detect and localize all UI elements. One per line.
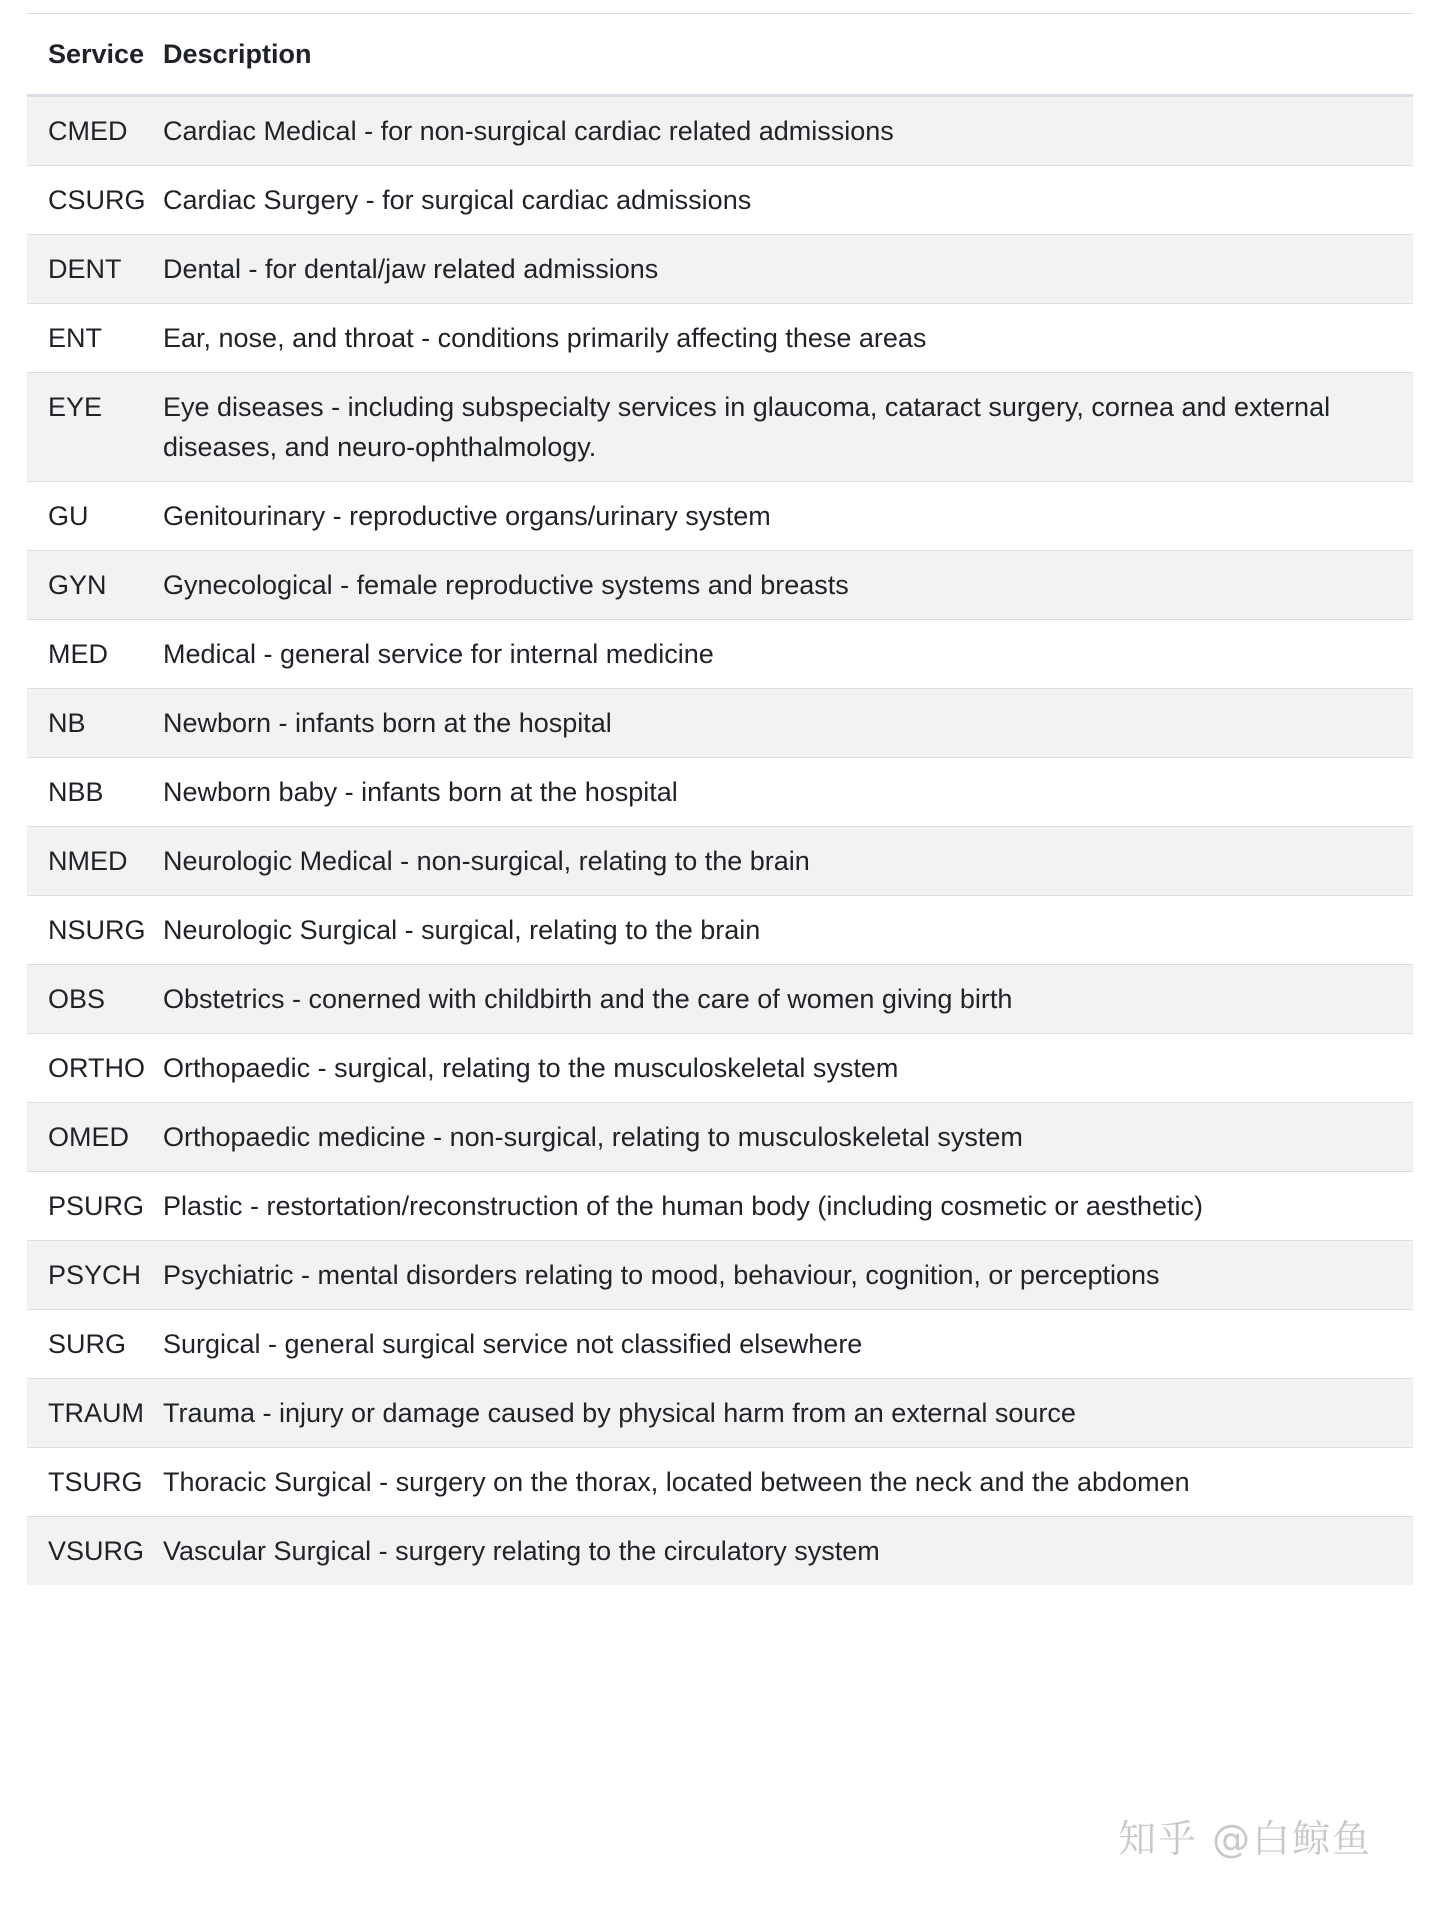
service-code-cell: PSYCH — [27, 1241, 163, 1310]
service-code-cell: NSURG — [27, 896, 163, 965]
table-row — [27, 620, 1413, 689]
service-code-cell: NBB — [27, 758, 163, 827]
service-description-cell: Medical - general service for internal medicine — [163, 620, 1413, 689]
watermark: 知乎 @白鲸鱼 — [1118, 1817, 1373, 1861]
table-row — [27, 1172, 1413, 1241]
service-code-cell: CMED — [27, 96, 163, 166]
table-row — [27, 304, 1413, 373]
service-description-cell: Neurologic Surgical - surgical, relating to the brain — [163, 896, 1413, 965]
service-code-cell: GU — [27, 482, 163, 551]
table-row — [27, 166, 1413, 235]
service-code-cell: SURG — [27, 1310, 163, 1379]
table-row — [27, 1448, 1413, 1517]
table-row — [27, 827, 1413, 896]
table-row — [27, 689, 1413, 758]
service-description-cell: Cardiac Surgery - for surgical cardiac admissions — [163, 166, 1413, 235]
service-code-cell: NMED — [27, 827, 163, 896]
service-code-cell: PSURG — [27, 1172, 163, 1241]
service-description-cell: Dental - for dental/jaw related admissions — [163, 235, 1413, 304]
service-table-container — [27, 13, 1413, 1585]
table-row — [27, 1517, 1413, 1586]
service-code-cell: ENT — [27, 304, 163, 373]
table-row — [27, 896, 1413, 965]
table-row — [27, 1034, 1413, 1103]
service-table — [27, 14, 1413, 1585]
service-code-cell: CSURG — [27, 166, 163, 235]
service-description-cell: Newborn baby - infants born at the hospital — [163, 758, 1413, 827]
service-code-cell: DENT — [27, 235, 163, 304]
service-description-cell: Cardiac Medical - for non-surgical cardiac related admissions — [163, 96, 1413, 166]
table-header — [27, 14, 1413, 96]
header-row — [27, 14, 1413, 96]
service-description-cell: Newborn - infants born at the hospital — [163, 689, 1413, 758]
table-row — [27, 551, 1413, 620]
service-code-cell: OMED — [27, 1103, 163, 1172]
service-code-cell: GYN — [27, 551, 163, 620]
service-description-cell: Surgical - general surgical service not classified elsewhere — [163, 1310, 1413, 1379]
service-description-cell: Plastic - restortation/reconstruction of the human body (including cosmetic or aesthetic) — [163, 1172, 1413, 1241]
header-service: Service — [27, 14, 163, 96]
service-description-cell: Orthopaedic - surgical, relating to the musculoskeletal system — [163, 1034, 1413, 1103]
service-description-cell: Gynecological - female reproductive systems and breasts — [163, 551, 1413, 620]
service-code-cell: EYE — [27, 373, 163, 482]
service-code-cell: VSURG — [27, 1517, 163, 1586]
service-description-cell: Orthopaedic medicine - non-surgical, relating to musculoskeletal system — [163, 1103, 1413, 1172]
table-row — [27, 1310, 1413, 1379]
service-description-cell: Psychiatric - mental disorders relating to mood, behaviour, cognition, or perceptions — [163, 1241, 1413, 1310]
service-description-cell: Trauma - injury or damage caused by physical harm from an external source — [163, 1379, 1413, 1448]
service-description-cell: Eye diseases - including subspecialty services in glaucoma, cataract surgery, cornea and external diseases, and neuro-ophthalmology. — [163, 373, 1413, 482]
service-description-cell: Obstetrics - conerned with childbirth and the care of women giving birth — [163, 965, 1413, 1034]
service-code-cell: MED — [27, 620, 163, 689]
table-row — [27, 1379, 1413, 1448]
service-description-cell: Neurologic Medical - non-surgical, relating to the brain — [163, 827, 1413, 896]
table-row — [27, 482, 1413, 551]
table-row — [27, 965, 1413, 1034]
service-description-cell: Thoracic Surgical - surgery on the thorax, located between the neck and the abdomen — [163, 1448, 1413, 1517]
table-row — [27, 1103, 1413, 1172]
table-row — [27, 373, 1413, 482]
service-code-cell: ORTHO — [27, 1034, 163, 1103]
header-description: Description — [163, 14, 1413, 96]
table-row — [27, 235, 1413, 304]
table-row — [27, 96, 1413, 166]
service-description-cell: Ear, nose, and throat - conditions primarily affecting these areas — [163, 304, 1413, 373]
service-code-cell: NB — [27, 689, 163, 758]
service-description-cell: Genitourinary - reproductive organs/urinary system — [163, 482, 1413, 551]
service-code-cell: TSURG — [27, 1448, 163, 1517]
table-row — [27, 1241, 1413, 1310]
service-description-cell: Vascular Surgical - surgery relating to the circulatory system — [163, 1517, 1413, 1586]
service-code-cell: OBS — [27, 965, 163, 1034]
table-body — [27, 96, 1413, 1586]
service-code-cell: TRAUM — [27, 1379, 163, 1448]
table-row — [27, 758, 1413, 827]
